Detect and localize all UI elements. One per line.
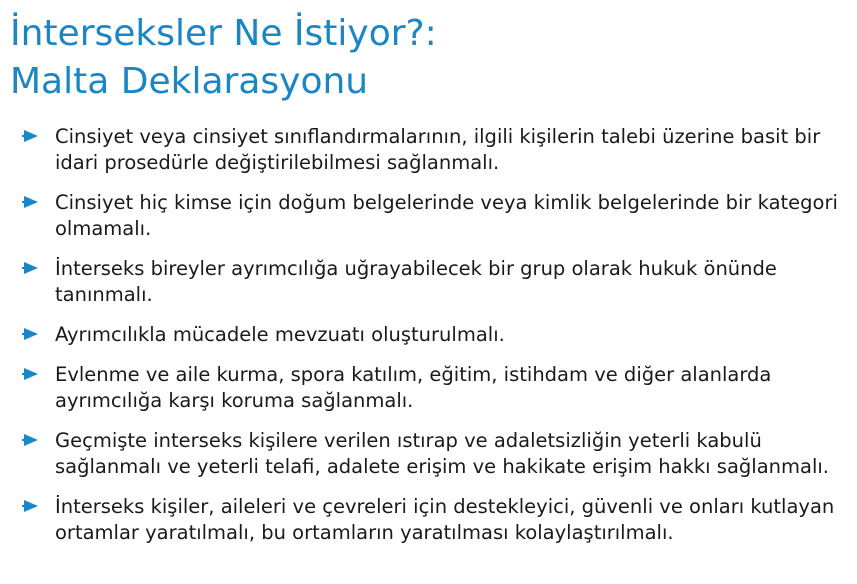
list-item-text: Geçmişte interseks kişilere verilen ıstırap ve adaletsizliğin yeterli kabulü sağlanmalı ve yeterli telafi, adalete erişim ve hakikate erişim hakkı sağlanmalı. (55, 429, 829, 478)
page-title (10, 10, 437, 106)
list-item (22, 428, 847, 480)
list-item-text: Cinsiyet hiç kimse için doğum belgelerinde veya kimlik belgelerinde bir kategori olmamalı. (55, 191, 838, 240)
arrow-bullet-icon (24, 368, 38, 380)
list-item (22, 256, 847, 308)
list-item (22, 190, 847, 242)
page-title-line-1: İnterseksler Ne İstiyor?: (10, 13, 437, 54)
list-item-text: Ayrımcılıkla mücadele mevzuatı oluşturulmalı. (55, 323, 505, 346)
list-item-text: İnterseks kişiler, aileleri ve çevreleri için destekleyici, güvenli ve onları kutlayan ortamlar yaratılmalı, bu ortamların yaratılması kolaylaştırılmalı. (55, 495, 835, 544)
list-item (22, 494, 847, 546)
list-item (22, 362, 847, 414)
arrow-bullet-icon (24, 500, 38, 512)
arrow-bullet-icon (24, 196, 38, 208)
arrow-bullet-icon (24, 262, 38, 274)
arrow-bullet-icon (24, 434, 38, 446)
list-item (22, 124, 847, 176)
page-title-line-2: Malta Deklarasyonu (10, 61, 369, 102)
list-item-text: Evlenme ve aile kurma, spora katılım, eğitim, istihdam ve diğer alanlarda ayrımcılığa karşı koruma sağlanmalı. (55, 363, 772, 412)
list-item-text: İnterseks bireyler ayrımcılığa uğrayabilecek bir grup olarak hukuk önünde tanınmalı. (55, 257, 777, 306)
list-item-text: Cinsiyet veya cinsiyet sınıflandırmalarının, ilgili kişilerin talebi üzerine basit bir idari prosedürle değiştirilebilmesi sağlanmalı. (55, 125, 821, 174)
list-item (22, 322, 847, 348)
arrow-bullet-icon (24, 328, 38, 340)
bullet-list (22, 124, 847, 560)
arrow-bullet-icon (24, 130, 38, 142)
